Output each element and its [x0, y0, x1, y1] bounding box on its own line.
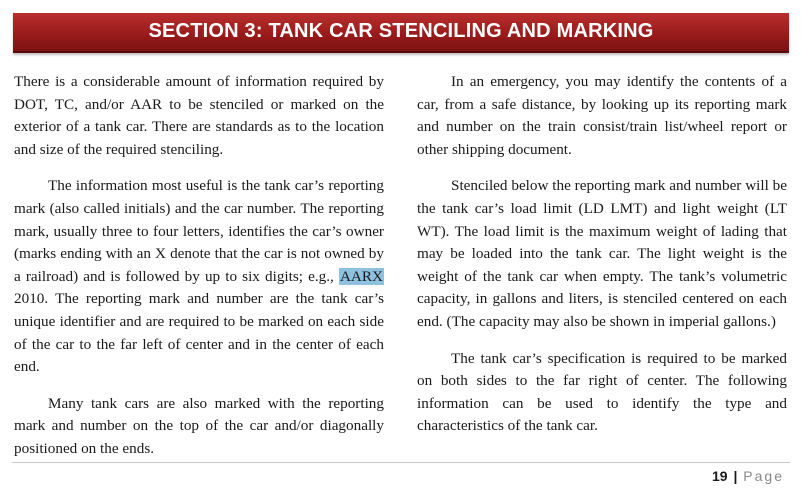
- footer-separator: |: [733, 468, 738, 484]
- right-column: [417, 71, 787, 452]
- paragraph-right-1: In an emergency, you may identify the contents of a car, from a safe distance, by looking up its reporting mark and number on the train consist/train list/wheel report or other shipping document.: [417, 73, 787, 158]
- paragraph-right-2: Stenciled below the reporting mark and number will be the tank car’s load limit (LD LMT) and light weight (LT WT). The load limit is the maximum weight of lading that may be loaded into the tank car. The light weight is the weight of the tank car when empty. The tank’s volumetric capacity, in gallons and liters, is stenciled centered on each end. (The capacity may also be shown in imperial gallons.): [417, 177, 787, 330]
- paragraph-left-1: There is a considerable amount of information required by DOT, TC, and/or AAR to be stenciled or marked on the exterior of a tank car. There are standards as to the location and size of the required stenciling.: [14, 73, 384, 158]
- paragraph-left-3: Many tank cars are also marked with the reporting mark and number on the top of the car and/or diagonally positioned on the ends.: [14, 394, 384, 457]
- highlighted-text-selection[interactable]: AARX: [339, 267, 383, 285]
- paragraph-left-2-end: 2010. The reporting mark and number are the tank car’s unique identifier and are required to be marked on each side of the car to the far left of center and in the center of each end.: [14, 290, 384, 376]
- paragraph-left-2-start: The information most useful is the tank car’s reporting mark (also called initials) and the car number. The reporting mark, usually three to four letters, identifies the car’s owner (marks ending with an X denote that the car is not owned by a railroad) and is followed by up to six digits; e.g.,: [14, 177, 384, 285]
- page-label: Page: [743, 468, 784, 484]
- page-number: 19: [712, 468, 728, 484]
- footer-divider: [12, 462, 790, 463]
- section-title: SECTION 3: TANK CAR STENCILING AND MARKING: [148, 19, 654, 42]
- paragraph-right-3: The tank car’s specification is required to be marked on both sides to the far right of center. The following information can be used to identify the type and characteristics of the tank car.: [417, 349, 787, 435]
- left-column: [14, 71, 384, 475]
- page-footer: [712, 468, 784, 484]
- section-header-banner: [13, 13, 789, 53]
- paragraph-left-2: [14, 175, 384, 378]
